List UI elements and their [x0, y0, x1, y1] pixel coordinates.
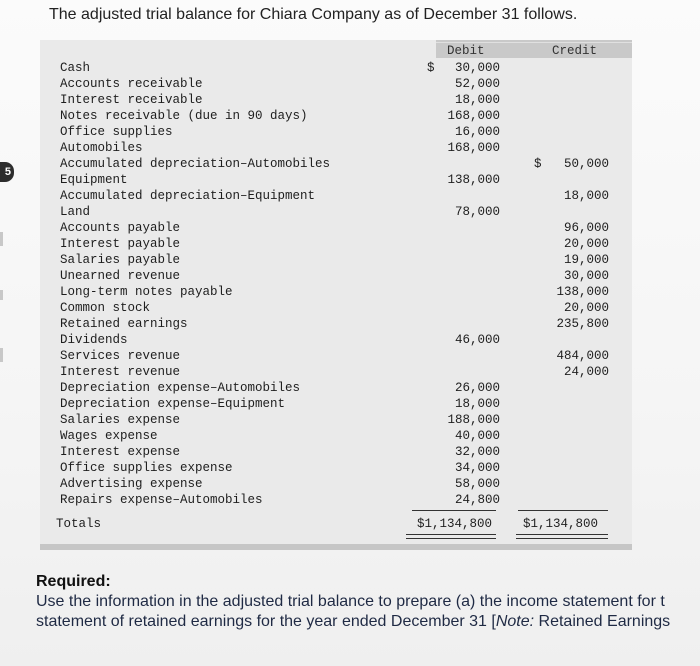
debit-subtotal-rule — [412, 510, 496, 511]
required-line-1: Use the information in the adjusted trial balance to prepare (a) the income statement for t — [36, 593, 665, 610]
table-row — [40, 220, 632, 236]
table-row — [40, 172, 632, 188]
table-row — [40, 60, 632, 76]
debit-dollar-sign: $ — [427, 61, 435, 75]
table-row — [40, 284, 632, 300]
debit-amount: 40,000 — [454, 429, 500, 443]
table-row — [40, 380, 632, 396]
account-name: Cash — [60, 61, 91, 75]
account-name: Interest receivable — [60, 93, 203, 107]
table-row — [40, 92, 632, 108]
debit-column-header: Debit — [447, 44, 485, 58]
credit-dollar-sign: $ — [534, 157, 542, 171]
table-row — [40, 300, 632, 316]
note-label: Note: — [495, 613, 535, 630]
account-name: Accounts payable — [60, 221, 181, 235]
account-name: Salaries payable — [60, 253, 181, 267]
account-name: Office supplies expense — [60, 461, 233, 475]
table-row — [40, 252, 632, 268]
trial-balance-table — [40, 40, 632, 550]
table-row — [40, 268, 632, 284]
table-row — [40, 348, 632, 364]
account-name: Wages expense — [60, 429, 158, 443]
credit-amount: 50,000 — [563, 157, 609, 171]
credit-amount: 484,000 — [556, 349, 609, 363]
table-row — [40, 332, 632, 348]
credit-column-header: Credit — [552, 44, 598, 58]
account-name: Accumulated depreciation–Equipment — [60, 189, 316, 203]
table-row — [40, 412, 632, 428]
table-row — [40, 108, 632, 124]
debit-amount: 34,000 — [454, 461, 500, 475]
credit-amount: 20,000 — [563, 237, 609, 251]
account-name: Automobiles — [60, 141, 143, 155]
account-name: Advertising expense — [60, 477, 203, 491]
table-row — [40, 476, 632, 492]
table-row — [40, 444, 632, 460]
credit-double-rule — [516, 534, 608, 539]
required-line-2: statement of retained earnings for the year ended December 31 [Note: Retained Earnings — [36, 613, 671, 630]
account-name: Long-term notes payable — [60, 285, 233, 299]
debit-amount: 52,000 — [454, 77, 500, 91]
account-name: Notes receivable (due in 90 days) — [60, 109, 308, 123]
credit-amount: 18,000 — [563, 189, 609, 203]
table-row — [40, 364, 632, 380]
table-row — [40, 492, 632, 508]
account-name: Interest revenue — [60, 365, 181, 379]
account-name: Office supplies — [60, 125, 173, 139]
table-row — [40, 236, 632, 252]
debit-amount: 168,000 — [447, 109, 500, 123]
table-row — [40, 124, 632, 140]
account-name: Common stock — [60, 301, 151, 315]
credit-amount: 30,000 — [563, 269, 609, 283]
totals-row — [40, 516, 632, 532]
account-name: Salaries expense — [60, 413, 181, 427]
credit-amount: 138,000 — [556, 285, 609, 299]
account-name: Services revenue — [60, 349, 181, 363]
account-name: Equipment — [60, 173, 128, 187]
table-row — [40, 204, 632, 220]
account-name: Retained earnings — [60, 317, 188, 331]
debit-amount: 18,000 — [454, 397, 500, 411]
table-row — [40, 156, 632, 172]
debit-amount: 58,000 — [454, 477, 500, 491]
table-row — [40, 140, 632, 156]
totals-debit: $1,134,800 — [417, 517, 493, 531]
debit-amount: 18,000 — [454, 93, 500, 107]
debit-amount: 168,000 — [447, 141, 500, 155]
account-name: Interest expense — [60, 445, 181, 459]
account-name: Interest payable — [60, 237, 181, 251]
debit-amount: 26,000 — [454, 381, 500, 395]
debit-amount: 16,000 — [454, 125, 500, 139]
credit-amount: 24,000 — [563, 365, 609, 379]
credit-amount: 235,800 — [556, 317, 609, 331]
required-instructions — [36, 572, 700, 632]
side-badge: 5 — [0, 162, 14, 182]
totals-credit: $1,134,800 — [523, 517, 599, 531]
debit-double-rule — [406, 534, 496, 539]
account-name: Land — [60, 205, 91, 219]
credit-amount: 96,000 — [563, 221, 609, 235]
table-row — [40, 76, 632, 92]
table-row — [40, 316, 632, 332]
debit-amount: 78,000 — [454, 205, 500, 219]
table-row — [40, 460, 632, 476]
debit-amount: 138,000 — [447, 173, 500, 187]
debit-amount: 32,000 — [454, 445, 500, 459]
account-name: Accounts receivable — [60, 77, 203, 91]
account-name: Dividends — [60, 333, 128, 347]
account-name: Accumulated depreciation–Automobiles — [60, 157, 331, 171]
account-name: Depreciation expense–Automobiles — [60, 381, 301, 395]
debit-amount: 30,000 — [454, 61, 500, 75]
table-row — [40, 428, 632, 444]
table-row — [40, 188, 632, 204]
debit-amount: 188,000 — [447, 413, 500, 427]
account-name: Unearned revenue — [60, 269, 181, 283]
debit-amount: 46,000 — [454, 333, 500, 347]
required-label: Required: — [36, 573, 111, 590]
credit-amount: 20,000 — [563, 301, 609, 315]
table-row — [40, 396, 632, 412]
account-name: Repairs expense–Automobiles — [60, 493, 263, 507]
table-bottom-bar — [40, 544, 632, 550]
debit-amount: 24,800 — [454, 493, 500, 507]
credit-subtotal-rule — [518, 510, 608, 511]
account-name: Depreciation expense–Equipment — [60, 397, 286, 411]
left-edge-marks — [0, 0, 3, 666]
credit-amount: 19,000 — [563, 253, 609, 267]
account-rows — [40, 60, 632, 508]
problem-title: The adjusted trial balance for Chiara Company as of December 31 follows. — [49, 6, 578, 23]
totals-label: Totals — [56, 517, 102, 531]
